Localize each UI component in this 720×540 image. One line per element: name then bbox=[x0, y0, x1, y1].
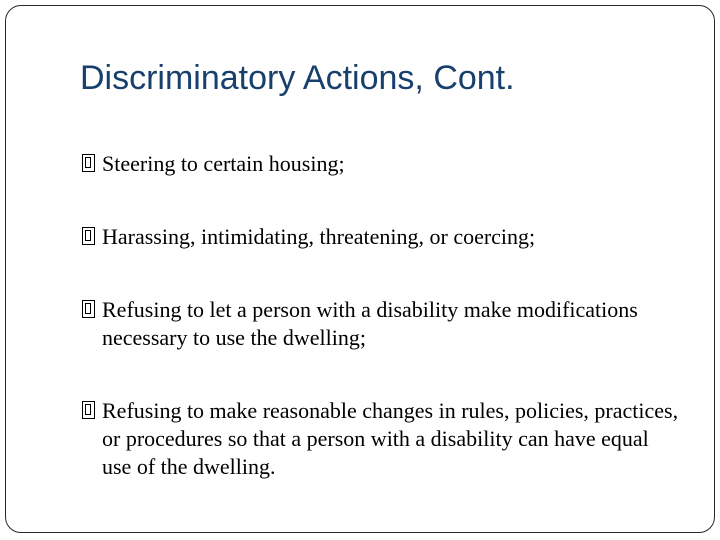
bullet-text: Steering to certain housing; bbox=[102, 151, 345, 176]
bullet-list bbox=[82, 150, 682, 481]
missing-glyph-box-icon bbox=[82, 401, 95, 419]
bullet-text: Refusing to make reasonable changes in rules, policies, practices, or procedures so that a person with a disability can have equal use of the dwelling. bbox=[102, 398, 679, 479]
bullet-item bbox=[82, 223, 682, 251]
bullet-text: Refusing to let a person with a disability make modifications necessary to use the dwelling; bbox=[102, 297, 638, 350]
slide-title: Discriminatory Actions, Cont. bbox=[80, 59, 515, 97]
bullet-text: Harassing, intimidating, threatening, or coercing; bbox=[102, 224, 536, 249]
bullet-item bbox=[82, 397, 682, 481]
missing-glyph-box-icon bbox=[82, 300, 95, 318]
missing-glyph-box-icon bbox=[82, 154, 95, 172]
bullet-item bbox=[82, 150, 682, 178]
bullet-item bbox=[82, 296, 682, 352]
missing-glyph-box-icon bbox=[82, 227, 95, 245]
